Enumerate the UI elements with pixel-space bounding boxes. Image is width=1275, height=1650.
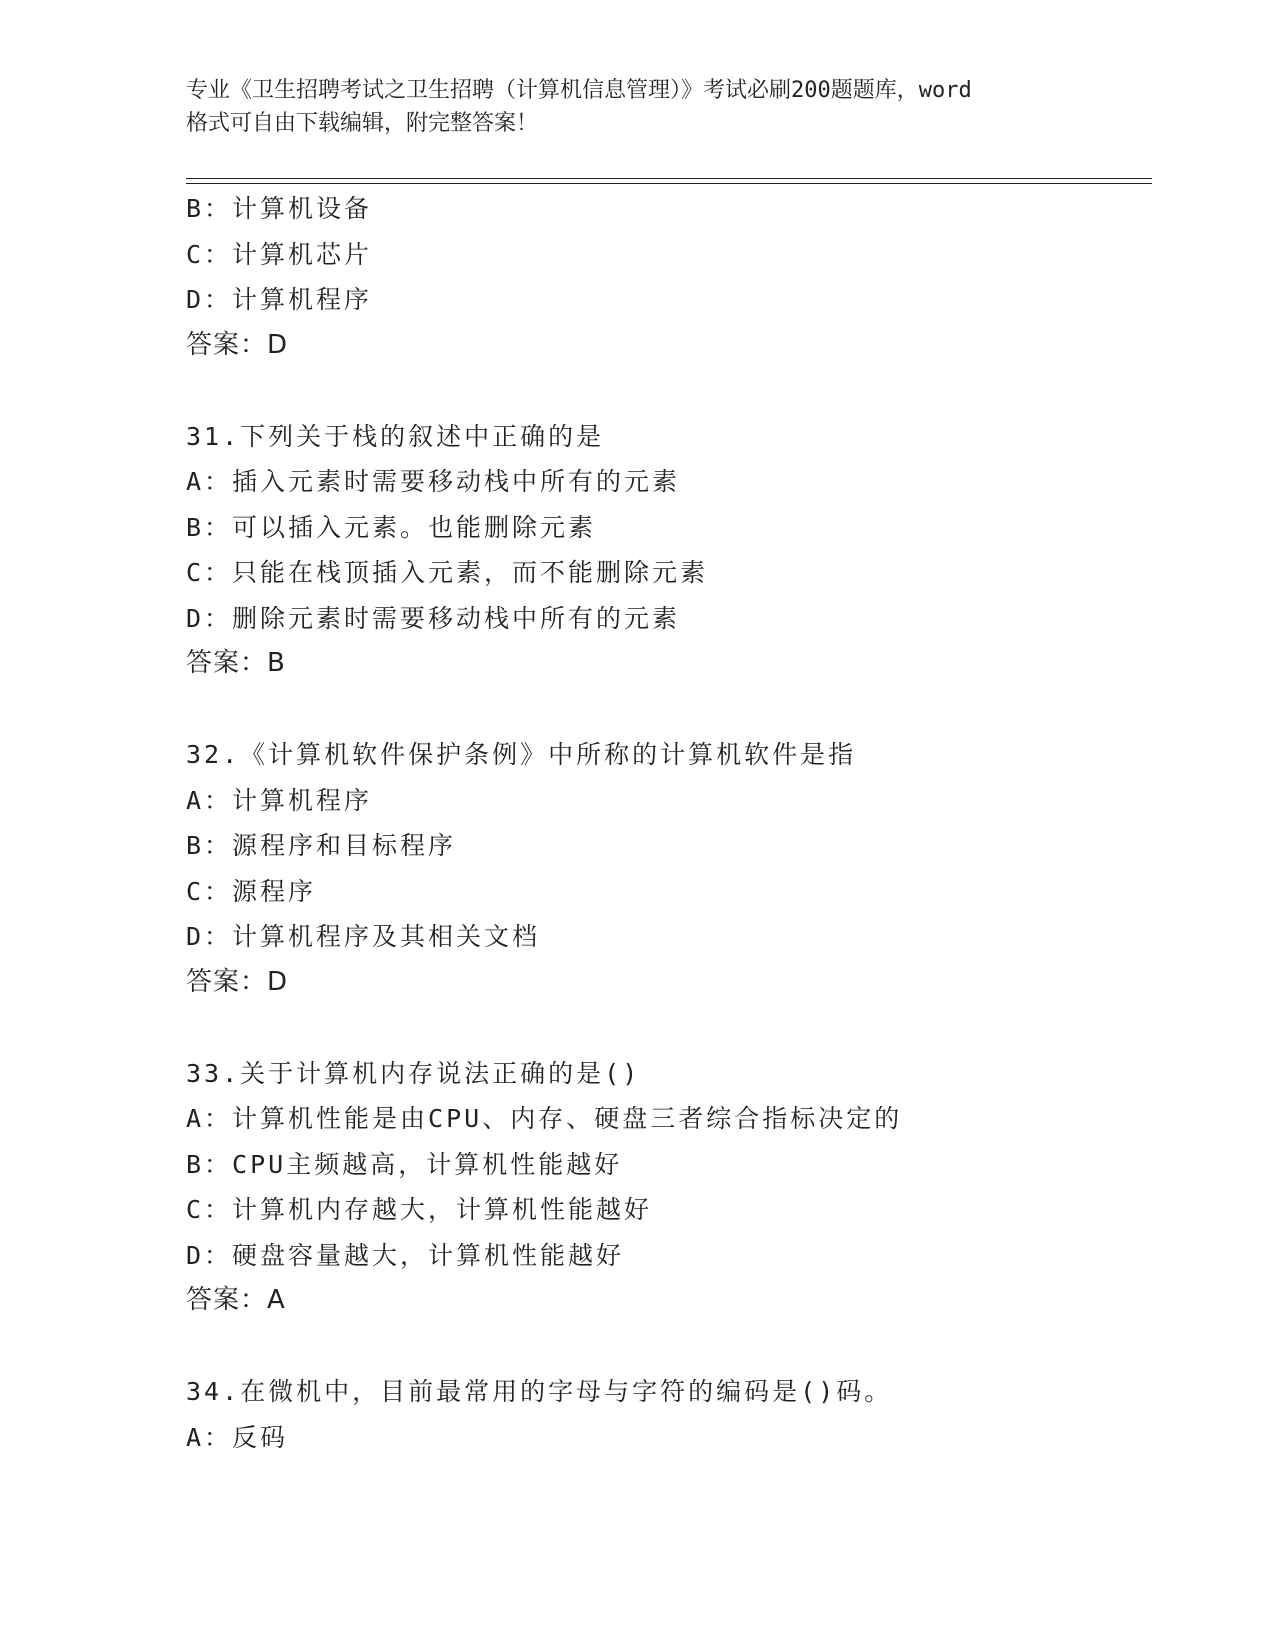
spacer [186, 687, 1146, 733]
question-33 [186, 1051, 1146, 1324]
question-stem: 34.在微机中，目前最常用的字母与字符的编码是()码。 [186, 1377, 893, 1406]
option-c: C：源程序 [186, 876, 317, 906]
answer-line: 答案：B [186, 648, 286, 678]
document-header [186, 74, 1086, 140]
question-34 [186, 1369, 1146, 1460]
option-d: D：计算机程序 [186, 285, 373, 314]
question-31 [186, 414, 1146, 687]
option-b: B：CPU主频越高，计算机性能越好 [186, 1149, 623, 1179]
spacer [186, 1324, 1146, 1370]
option-b: B：可以插入元素。也能删除元素 [186, 512, 597, 542]
spacer [186, 1005, 1146, 1051]
header-divider-bottom [186, 183, 1152, 184]
question-stem: 32.《计算机软件保护条例》中所称的计算机软件是指 [186, 740, 857, 769]
question-30-continued [186, 186, 1146, 368]
answer-line: 答案：D [186, 966, 289, 997]
option-c: C：计算机内存越大，计算机性能越好 [186, 1195, 653, 1224]
option-c: C：计算机芯片 [186, 239, 373, 269]
question-32 [186, 732, 1146, 1005]
question-stem: 31.下列关于栈的叙述中正确的是 [186, 421, 605, 451]
header-line-1: 专业《卫生招聘考试之卫生招聘（计算机信息管理）》考试必刷200题题库，word [186, 78, 972, 103]
answer-line: 答案：D [186, 329, 289, 360]
header-divider-top [186, 178, 1152, 179]
option-d: D：硬盘容量越大，计算机性能越好 [186, 1240, 625, 1270]
option-a: A：反码 [186, 1422, 289, 1452]
option-b: B：源程序和目标程序 [186, 831, 457, 860]
option-d: D：删除元素时需要移动栈中所有的元素 [186, 603, 681, 633]
question-list [186, 186, 1146, 1460]
option-a: A：计算机程序 [186, 785, 373, 815]
option-d: D：计算机程序及其相关文档 [186, 922, 541, 951]
question-stem: 33.关于计算机内存说法正确的是() [186, 1058, 641, 1088]
option-b: B：计算机设备 [186, 194, 373, 223]
answer-line: 答案：A [186, 1285, 286, 1315]
option-a: A：插入元素时需要移动栈中所有的元素 [186, 467, 681, 496]
option-a: A：计算机性能是由CPU、内存、硬盘三者综合指标决定的 [186, 1104, 903, 1133]
option-c: C：只能在栈顶插入元素，而不能删除元素 [186, 558, 709, 587]
header-line-2: 格式可自由下载编辑，附完整答案！ [186, 111, 539, 136]
spacer [186, 368, 1146, 414]
